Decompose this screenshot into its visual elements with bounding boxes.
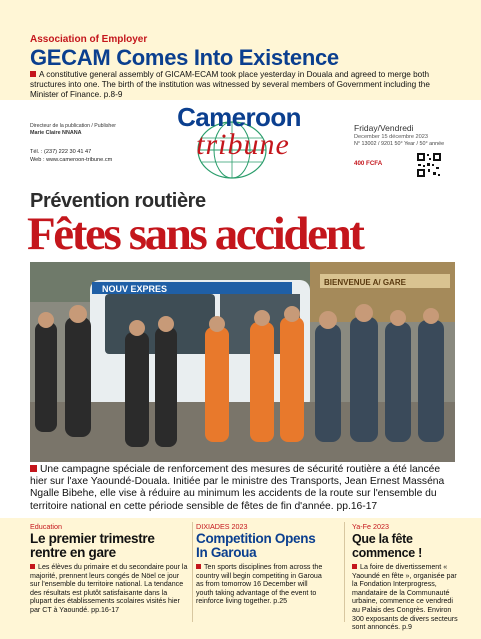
story-kicker: Education xyxy=(30,522,62,531)
bullet-icon xyxy=(352,564,357,569)
story-kicker: Ya-Fe 2023 xyxy=(352,522,390,531)
website: Web : www.cameroon-tribune.cm xyxy=(30,157,113,163)
top-kicker: Association of Employer xyxy=(30,34,148,45)
date: December 15 décembre 2023 xyxy=(354,134,429,140)
bullet-icon xyxy=(30,71,36,77)
story-headline[interactable]: Competition Opens In Garoua xyxy=(196,531,316,560)
publisher-info xyxy=(30,123,116,136)
story-body xyxy=(352,563,462,632)
story-body-text: Ten sports disciplines from across the country will begin competiting in Garoua as from tomorrow 16 December will youth taking advantage of the event to reinforce living together. p.25 xyxy=(196,563,323,606)
lead-photo xyxy=(30,262,455,462)
lead-caption-text: Une campagne spéciale de renforcement des mesures de sécurité routière a été lancée hier sur l'axe Yaoundé-Douala. Initiée par le ministre des Transports, Jean Ernest Masséna Ngalle Bibehe, elle vise à réduire au minimum les accidents de la route sur l'ensemble du territoire national en cette période sensible de fêtes de fin d'année. pp.16-17 xyxy=(30,464,445,512)
story-headline[interactable]: Que la fête commence ! xyxy=(352,532,422,560)
day: Friday/Vendredi xyxy=(354,123,414,133)
price: 400 FCFA xyxy=(354,160,383,167)
contact-info xyxy=(30,148,112,164)
story-body xyxy=(30,563,190,615)
top-headline[interactable]: GECAM Comes Into Existence xyxy=(30,45,339,70)
lead-caption xyxy=(30,464,458,513)
bottom-story-yafe[interactable] xyxy=(352,522,462,632)
story-body xyxy=(196,563,326,606)
director-name: Marie Claire NNANA xyxy=(30,129,82,136)
bus-label: NOUV EXPRES xyxy=(102,284,168,294)
bottom-story-education[interactable] xyxy=(30,522,190,615)
lead-kicker: Prévention routière xyxy=(30,190,206,212)
bullet-icon xyxy=(30,465,37,472)
story-body-text: Les élèves du primaire et du secondaire pour la majorité, prennent leurs congés de Nöel ce jour sur l'ensemble du territoire national. La tendance des résultats est plutôt satisfaisante dans la plupart des établissements scolaires visités hier par CT à Yaoundé. pp.16-17 xyxy=(30,563,188,614)
station-sign: BIENVENUE A/ GARE xyxy=(324,278,406,287)
top-summary xyxy=(30,70,460,100)
column-divider xyxy=(192,522,193,622)
bottom-story-dixiades[interactable] xyxy=(196,522,326,606)
story-body-text: La foire de divertissement « Yaoundé en fête », organisée par la Fondation Interprogress, mandataire de la Communauté urbaine, commence ce vendredi au Palais des Congrès. Environ 300 exposants de divers secteurs sont annoncés. p.9 xyxy=(352,563,458,632)
director-label: Directeur de la publication / Publisher xyxy=(30,123,116,129)
issue-number: N° 13002 / 9201 50° Year / 50° année xyxy=(354,141,445,147)
bullet-icon xyxy=(196,564,201,569)
column-divider xyxy=(344,522,345,622)
story-headline[interactable]: Le premier trimestre rentre en gare xyxy=(30,531,155,560)
lead-headline[interactable]: Fêtes sans accident xyxy=(27,208,363,260)
qr-code-icon xyxy=(416,152,442,178)
bullet-icon xyxy=(30,564,35,569)
top-summary-text: A constitutive general assembly of GICAM-ECAM took place yesterday in Douala and agreed to merge both structures into one. The birth of the institution was witnessed by several members of Government including the Minister of Finance. p.8-9 xyxy=(30,70,430,99)
phone: Tél. : (237) 222 30 41 47 xyxy=(30,149,92,155)
logo-name: Cameroon xyxy=(177,102,301,132)
story-kicker: DIXIADES 2023 xyxy=(196,522,248,531)
logo-sub: tribune xyxy=(196,128,290,161)
